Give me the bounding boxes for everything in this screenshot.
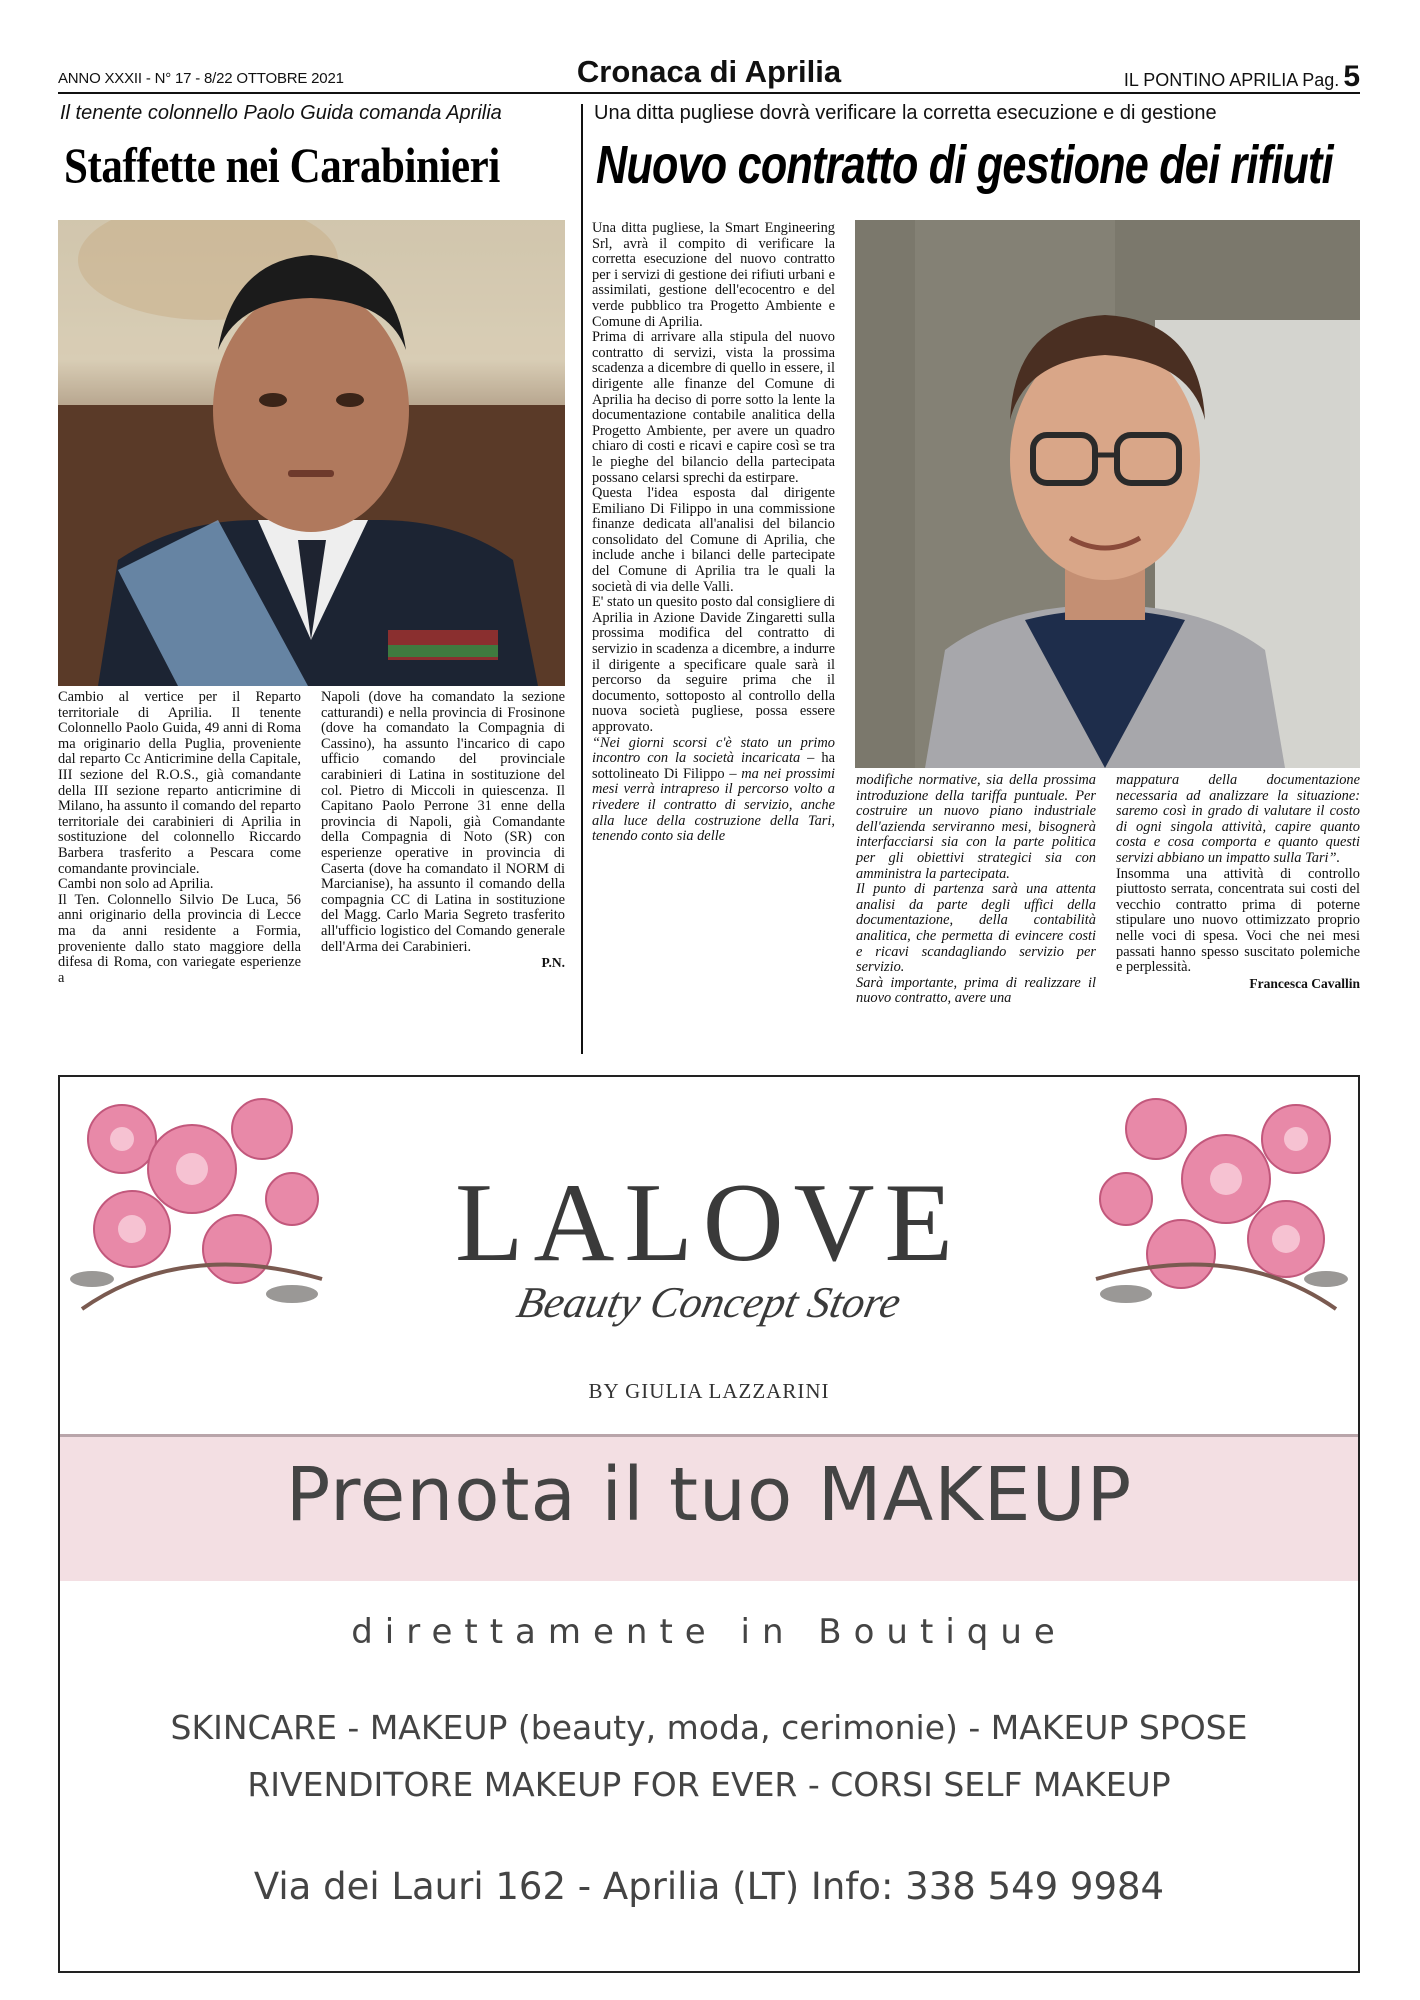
right-col1-para1: Una ditta pugliese, la Smart Engineering Srl, avrà il compito di verificare la corretta esecuzione del nuovo contratto per i servizi di gestione dei rifiuti urbani e assimilati, gestione dell'ecocentro e del verde pubblico tra Progetto Ambiente e Comune di Aprilia. (592, 220, 835, 330)
right-col1-para5 (592, 736, 835, 845)
right-kicker: Una ditta pugliese dovrà verificare la corretta esecuzione e di gestione (594, 102, 1217, 124)
left-col1-para1: Cambio al vertice per il Reparto territoriale di Aprilia. Il tenente Colonnello Paolo Guida, 49 anni di Roma ma originario della Puglia, proveniente dal reparto Cc Anticrimine della Capitale, III sezione del R.O.S., già comandante della III sezione reparto anticrimine di Milano, ha assunto il comando del reparto territoriale dei carabinieri di Aprilia in sostituzione del colonnello Riccardo Barbera trasferito a Pescara come comandante provinciale. (58, 689, 301, 877)
left-col2-para1: Napoli (dove ha comandato la sezione catturandi) e nella provincia di Frosinone (dove ha comandato la Compagnia di Cassino), ha assunto l'incarico di capo ufficio comando del provinciale carabinieri di Latina in sostituzione del col. Pietro di Miccoli in quiescenza. Il Capitano Paolo Perrone 31 enne della provincia di Napoli, già Comandante della Compagnia di Noto (SR) con esperienze operative in provincia di Caserta (dove ha comandato il NORM di Marcianise), ha assunto il comando della compagnia CC di Latina in sostituzione del Magg. Carlo Maria Segreto trasferito all'ufficio logistico del Comando generale dell'Arma dei Carabinieri. (321, 689, 565, 955)
officer-photo (58, 220, 565, 686)
address-contact: Via dei Lauri 162 - Aprilia (LT) Info: 338 549 9984 (253, 1865, 1165, 1908)
quote-attribution: – ha sottolineato Di Filippo – (592, 750, 835, 782)
right-col1-para3: Questa l'idea esposta dal dirigente Emiliano Di Filippo in una commissione finanze dedicata all'analisi del bilancio consolidato del Comune di Aprilia, che include anche i bilanci delle partecipate del Comune di Aprilia tra le quali la società di via delle Valli. (592, 485, 835, 595)
right-col2-para2: Il punto di partenza sarà una attenta analisi da parte degli uffici della documentazione, della contabilità analitica, che permetta di evincere costi e ricavi scandagliando servizio per servizio. (856, 881, 1096, 976)
left-article-col2 (321, 690, 565, 971)
advertisement (58, 1075, 1360, 1973)
services-line: SKINCARE - MAKEUP (beauty, moda, cerimonie) - MAKEUP SPOSE (170, 1708, 1248, 1747)
page-header (58, 52, 1360, 94)
booking-subtitle: direttamente in Boutique (351, 1612, 1067, 1652)
section-title: Cronaca di Aprilia (576, 54, 842, 89)
column-divider (581, 104, 583, 1054)
left-col1-para3: Il Ten. Colonnello Silvio De Luca, 56 anni originario della provincia di Lecce ma da anni residente a Formia, proveniente dallo stato maggiore della difesa di Roma, con variegate esperienze a (58, 891, 301, 986)
right-col3-para2: Insomma una attività di controllo piuttosto serrata, concentrata sui costi del vecchio contratto prima di poterne stipulare uno nuovo ottimizzato proprio nelle voci di spesa. Voci che nei mesi passati hanno spesso suscitato polemiche e perplessità. (1116, 865, 1360, 976)
booking-headline: Prenota il tuo MAKEUP (285, 1452, 1133, 1538)
portrait-photo (855, 220, 1360, 768)
left-signature: P.N. (541, 955, 565, 971)
right-col2-para1: modifiche normative, sia della prossima introduzione della tariffa puntuale. Per costruire un nuovo piano industriale dell'azienda serviranno mesi, bisognerà interfacciarsi sia con la parte politica per gli obiettivi strategici sia con amministra la partecipata. (856, 772, 1096, 882)
issue-info: ANNO XXXII - N° 17 - 8/22 OTTOBRE 2021 (58, 70, 344, 87)
brand-tagline: Beauty Concept Store (512, 1278, 906, 1327)
right-col2-para3: Sarà importante, prima di realizzare il nuovo contratto, avere una (856, 974, 1096, 1007)
right-signature: Francesca Cavallin (1249, 975, 1360, 991)
left-headline: Staffette nei Carabinieri (64, 137, 500, 193)
right-col1-para2: Prima di arrivare alla stipula del nuovo contratto di servizi, vista la prossima scadenza a dicembre di quello in essere, il dirigente alle finanze del Comune di Aprilia ha deciso di porre sotto la lente la documentazione contabile analitica della Progetto Ambiente, per avere un quadro chiaro di costi e ricavi e capire così se tra le pieghe del bilancio della partecipata possano celarsi sprechi da estirpare. (592, 329, 835, 486)
left-kicker: Il tenente colonnello Paolo Guida comanda Aprilia (60, 102, 502, 124)
right-article-col3 (1116, 773, 1360, 991)
page-number: 5 (1343, 60, 1360, 93)
right-col3-para1: mappatura della documentazione necessaria ad analizzare la situazione: saremo così in grado di valutare il costo di ogni singola attività, capire quanto costa e cosa comporta e quanto questi servizi abbiano un impatto sulla Tari”. (1116, 772, 1360, 866)
right-article-col2 (856, 773, 1096, 1007)
paper-label: IL PONTINO APRILIA Pag. (1123, 70, 1340, 90)
quote-part1: “Nei giorni scorsi c'è stato un primo incontro con la società incaricata (592, 734, 835, 767)
brand-logo-text: LALOVE (455, 1161, 963, 1285)
reseller-line: RIVENDITORE MAKEUP FOR EVER - CORSI SELF MAKEUP (247, 1765, 1171, 1804)
brand-owner: BY GIULIA LAZZARINI (588, 1379, 830, 1403)
right-article-col1 (592, 221, 835, 845)
left-article-col1 (58, 690, 301, 986)
quote-part2: ma nei prossimi mesi verrà intrapreso il percorso volto a rivedere il contratto di servizio, anche alla luce della costruzione della Tari, tenendo conto sia delle (592, 765, 835, 845)
right-col1-para4: E' stato un quesito posto dal consigliere di Aprilia in Azione Davide Zingaretti sulla prossima modifica del contratto di servizio in scadenza a dicembre, a indurre il dirigente a specificare quale sarà il percorso da seguire prima che il documento, sottoposto al controllo della nuova società pugliese, possa essere approvato. (592, 594, 835, 735)
paper-name (1124, 60, 1360, 94)
left-col1-para2: Cambi non solo ad Aprilia. (58, 876, 214, 893)
right-headline: Nuovo contratto di gestione dei rifiuti (596, 135, 1333, 195)
